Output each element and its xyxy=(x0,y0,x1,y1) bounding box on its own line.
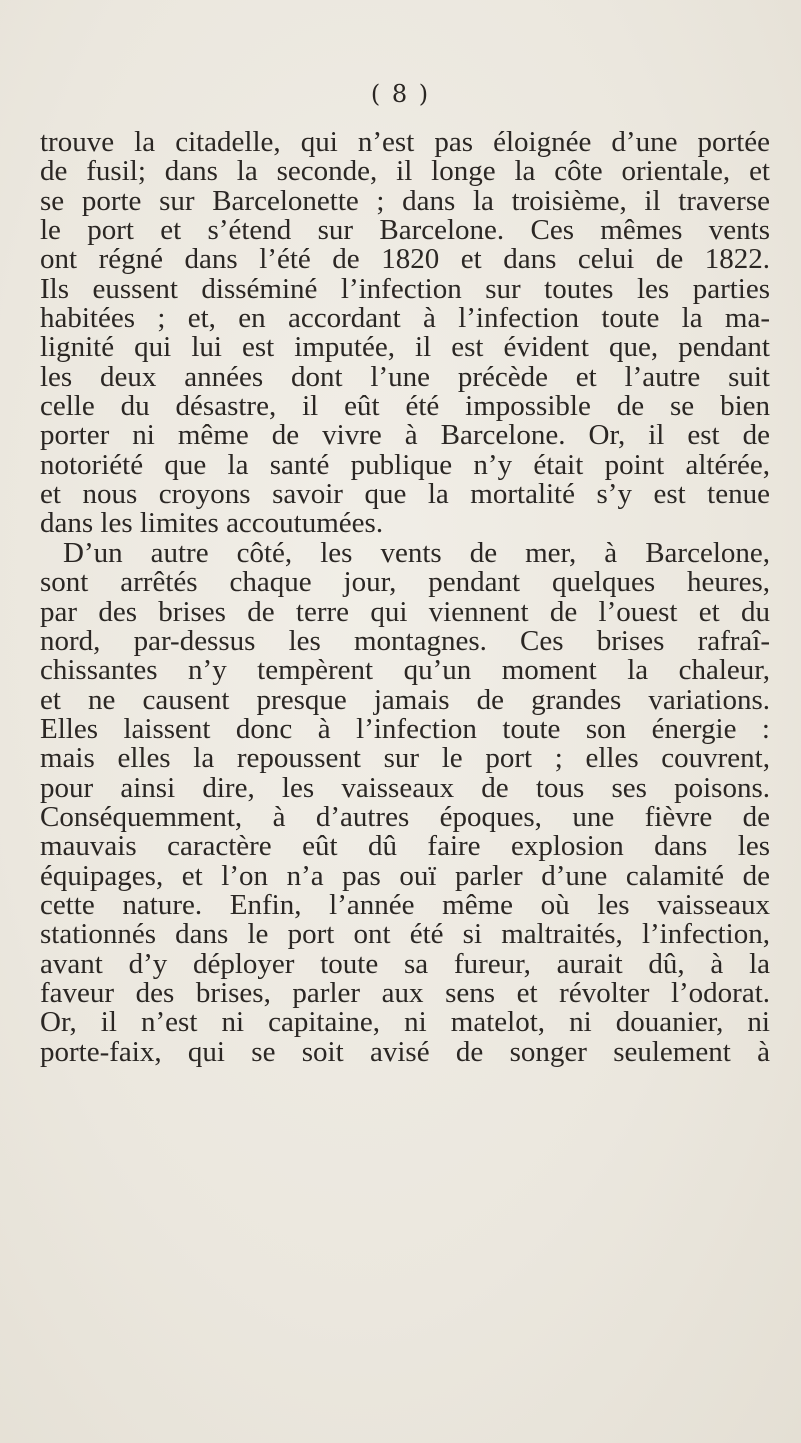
text-line: pour ainsi dire, les vaisseaux de tous ses poisons. xyxy=(40,773,770,803)
page-number: ( 8 ) xyxy=(370,80,431,108)
text-line: cette nature. Enfin, l’année même où les vaisseaux xyxy=(40,890,770,921)
text-line: faveur des brises, parler aux sens et révolter l’odorat. xyxy=(40,978,770,1009)
text-line: trouve la citadelle, qui n’est pas éloignée d’une portée xyxy=(40,128,770,158)
text-line: dans les limites accoutumées. xyxy=(40,509,384,539)
text-line: celle du désastre, il eût été impossible de se bien xyxy=(40,392,770,422)
text-line: Conséquemment, à d’autres époques, une fièvre de xyxy=(40,802,770,833)
text-line: le port et s’étend sur Barcelone. Ces mêmes vents xyxy=(40,216,770,246)
text-line: porte-faix, qui se soit avisé de songer seulement à xyxy=(40,1037,770,1067)
text-line: notoriété que la santé publique n’y était point altérée, xyxy=(40,450,770,481)
text-line: et ne causent presque jamais de grandes variations. xyxy=(40,685,770,715)
text-line: ont régné dans l’été de 1820 et dans celui de 1822. xyxy=(40,245,770,275)
text-line: mais elles la repoussent sur le port ; elles couvrent, xyxy=(40,744,770,774)
text-line: par des brises de terre qui viennent de l’ouest et du xyxy=(40,597,770,627)
text-line: D’un autre côté, les vents de mer, à Barcelone, xyxy=(63,538,770,569)
text-line: et nous croyons savoir que la mortalité s’y est tenue xyxy=(40,480,770,510)
text-line: nord, par-dessus les montagnes. Ces brises rafraî- xyxy=(40,626,770,657)
text-line: habitées ; et, en accordant à l’infection toute la ma- xyxy=(40,304,770,334)
text-line: lignité qui lui est imputée, il est évident que, pendant xyxy=(40,333,770,363)
text-line: les deux années dont l’une précède et l’autre suit xyxy=(40,362,770,393)
text-line: mauvais caractère eût dû faire explosion dans les xyxy=(40,832,770,862)
text-line: porter ni même de vivre à Barcelone. Or, il est de xyxy=(40,421,770,451)
text-line: avant d’y déployer toute sa fureur, aurait dû, à la xyxy=(40,949,770,979)
body-text xyxy=(40,128,770,1067)
text-line: stationnés dans le port ont été si maltraités, l’infection, xyxy=(40,920,770,950)
text-line: se porte sur Barcelonette ; dans la troisième, il traverse xyxy=(40,186,770,217)
text-line: sont arrêtés chaque jour, pendant quelques heures, xyxy=(40,568,770,598)
text-line: Or, il n’est ni capitaine, ni matelot, ni douanier, ni xyxy=(40,1008,770,1038)
text-line: chissantes n’y tempèrent qu’un moment la chaleur, xyxy=(40,656,770,686)
text-line: Ils eussent disséminé l’infection sur toutes les parties xyxy=(40,274,770,305)
text-line: de fusil; dans la seconde, il longe la côte orientale, et xyxy=(40,157,770,187)
text-line: équipages, et l’on n’a pas ouï parler d’une calamité de xyxy=(40,861,770,891)
text-line: Elles laissent donc à l’infection toute son énergie : xyxy=(40,714,770,745)
